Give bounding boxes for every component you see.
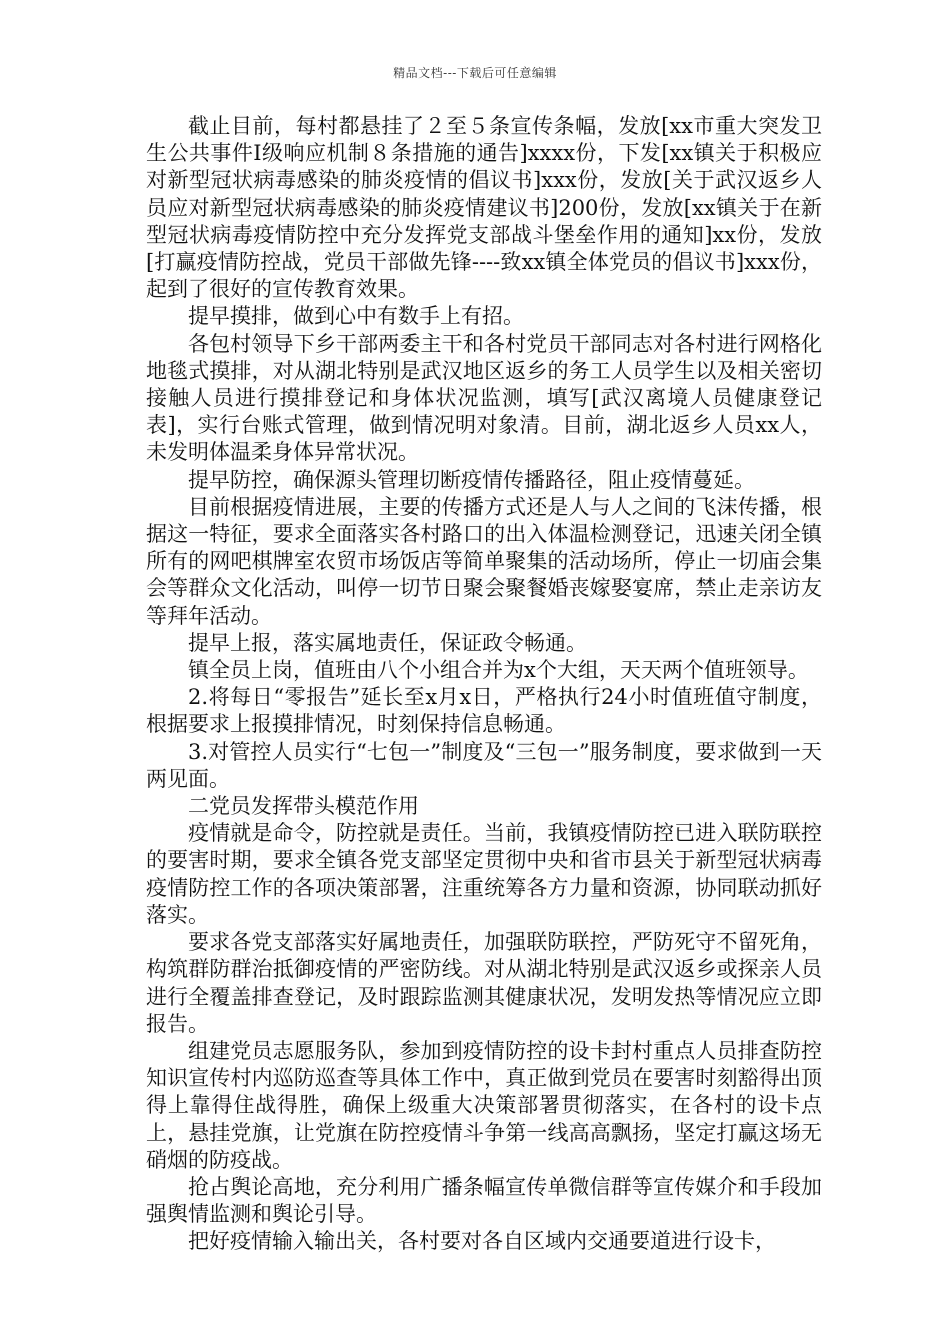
paragraph-heading-early-survey: 提早摸排，做到心中有数手上有招。 — [188, 304, 524, 329]
paragraph-volunteer-team: 组建党员志愿服务队，参加到疫情防控的设卡封村重点人员排查防控知识宣传村内巡防巡查等具体工作中，真正做到党员在要害时刻豁得出顶得上靠得住战得胜，确保上级重大决策部署贯彻落实，在各村的设卡点上，悬挂党旗，让党旗在防控疫情斗争第一线高高飘扬，坚定打赢这场无硝烟的防疫战。 — [146, 1038, 822, 1172]
paragraph-party-command: 疫情就是命令，防控就是责任。当前，我镇疫情防控已进入联防联控的要害时期，要求全镇各党支部坚定贯彻中央和省市县关于新型冠状病毒疫情防控工作的各项决策部署，注重统筹各方力量和资源，协同联动抓好落实。 — [146, 821, 822, 927]
paragraph-heading-early-control: 提早防控，确保源头管理切断疫情传播路径，阻止疫情蔓延。 — [188, 467, 755, 492]
paragraph-party-responsibility: 要求各党支部落实好属地责任，加强联防联控，严防死守不留死角，构筑群防群治抵御疫情的严密防线。对从湖北特别是武汉返乡或探亲人员进行全覆盖排查登记，及时跟踪监测其健康状况，发明发热等情况应立即报告。 — [146, 930, 822, 1036]
paragraph-survey-details: 各包村领导下乡干部两委主干和各村党员干部同志对各村进行网格化地毯式摸排，对从湖北特别是武汉地区返乡的务工人员学生以及相关密切接触人员进行摸排登记和身体状况监测，填写[武汉离境人员健康登记表]，实行台账式管理，做到情况明对象清。目前，湖北返乡人员xx人，未发明体温柔身体异常状况。 — [146, 331, 822, 465]
page-header: 精品文档---下载后可任意编辑 — [393, 66, 557, 80]
paragraph-public-opinion: 抢占舆论高地，充分利用广播条幅宣传单微信群等宣传媒介和手段加强舆情监测和舆论引导。 — [146, 1174, 822, 1227]
paragraph-publicity-summary: 截止目前，每村都悬挂了２至５条宣传条幅，发放[xx市重大突发卫生公共事件Ⅰ级响应机制８条措施的通告]xxxx份，下发[xx镇关于积极应对新型冠状病毒感染的肺炎疫情的倡议书]xxx份，发放[关于武汉返乡人员应对新型冠状病毒感染的肺炎疫情建议书]200份，发放[xx镇关于在新型冠状病毒疫情防控中充分发挥党支部战斗堡垒作用的通知]xx份，发放[打赢疫情防控战，党员干部做先锋----致xx镇全体党员的倡议书]xxx份，起到了很好的宣传教育效果。 — [146, 114, 822, 302]
paragraph-management-system: 3.对管控人员实行“七包一”制度及“三包一”服务制度，要求做到一天两见面。 — [146, 739, 822, 791]
document-body — [146, 113, 822, 1256]
paragraph-control-details: 目前根据疫情进展，主要的传播方式还是人与人之间的飞沫传播，根据这一特征，要求全面落实各村路口的出入体温检测登记，迅速关闭全镇所有的网吧棋牌室农贸市场饭店等简单聚集的活动场所，停止一切庙会集会等群众文化活动，叫停一切节日聚会聚餐婚丧嫁娶宴席，禁止走亲访友等拜年活动。 — [146, 494, 822, 628]
paragraph-entry-exit-control: 把好疫情输入输出关，各村要对各自区域内交通要道进行设卡， — [188, 1229, 776, 1254]
paragraph-duty-groups: 镇全员上岗，值班由八个小组合并为x个大组，天天两个值班领导。 — [188, 658, 809, 683]
paragraph-section-heading-party: 二党员发挥带头模范作用 — [188, 794, 419, 819]
paragraph-zero-report: 2.将每日“零报告”延长至x月x日，严格执行24小时值班值守制度，根据要求上报摸排情况，时刻保持信息畅通。 — [146, 685, 822, 737]
paragraph-heading-early-report: 提早上报，落实属地责任，保证政令畅通。 — [188, 630, 587, 655]
